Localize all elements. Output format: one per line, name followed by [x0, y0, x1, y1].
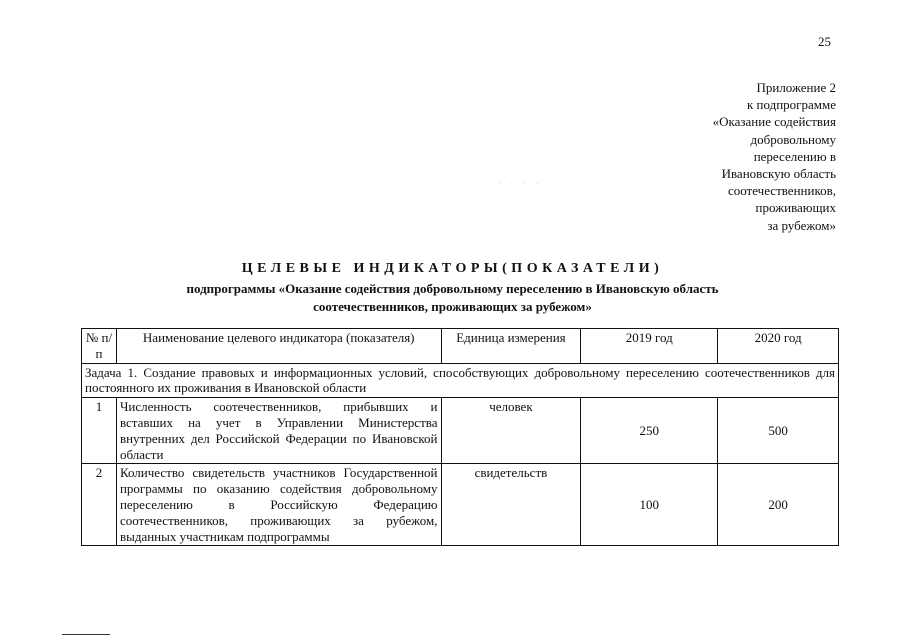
table-row — [82, 464, 839, 546]
table-header-row — [82, 329, 839, 364]
indicators-table — [81, 328, 839, 546]
appendix-line: добровольному — [750, 131, 836, 147]
row-value-2019: 250 — [581, 398, 718, 464]
appendix-line: к подпрограмме — [746, 97, 836, 113]
row-indicator-name: Численность соотечественников, прибывших и вставших на учет в Управлении Министерства внутренних дел Российской Федерации по Ивановской области — [116, 398, 441, 464]
row-num: 1 — [82, 398, 117, 464]
appendix-line: «Оказание содействия — [712, 114, 836, 130]
row-value-2019: 100 — [581, 464, 718, 546]
row-num: 2 — [82, 464, 117, 546]
row-indicator-name: Количество свидетельств участников Государственной программы по оказанию содействия добровольному переселению в Российскую Федерацию соотечественников, проживающих за рубежом, выданных участникам подпрограммы — [116, 464, 441, 546]
header-2020: 2020 год — [718, 329, 839, 364]
appendix-line: Приложение 2 — [756, 80, 836, 95]
scan-artifact: · · · · — [498, 179, 543, 188]
task-cell: Задача 1. Создание правовых и информационных условий, способствующих добровольному переселению соотечественников для постоянного их проживания в Ивановской области — [82, 363, 839, 398]
appendix-line: Ивановскую область — [721, 166, 836, 182]
subtitle-line: соотечественников, проживающих за рубежом» — [313, 298, 592, 314]
appendix-line: переселению в — [753, 148, 836, 164]
header-name: Наименование целевого индикатора (показателя) — [116, 329, 441, 364]
subtitle-line: подпрограммы «Оказание содействия добровольному переселению в Ивановскую область — [186, 281, 719, 296]
appendix-line: за рубежом» — [767, 217, 836, 233]
document-title: ЦЕЛЕВЫЕ ИНДИКАТОРЫ(ПОКАЗАТЕЛИ) — [241, 261, 664, 276]
appendix-line: проживающих — [755, 200, 836, 216]
page-number: 25 — [818, 34, 831, 49]
header-2019: 2019 год — [581, 329, 718, 364]
document-subtitle — [0, 280, 905, 315]
appendix-line: соотечественников, — [727, 183, 836, 199]
row-unit: свидетельств — [441, 464, 581, 546]
scan-artifact-line — [62, 634, 110, 635]
appendix-note — [640, 79, 836, 234]
row-value-2020: 200 — [718, 464, 839, 546]
header-unit: Единица измерения — [441, 329, 581, 364]
table-row — [82, 398, 839, 464]
task-row — [82, 363, 839, 398]
row-unit: человек — [441, 398, 581, 464]
header-num: № п/п — [82, 329, 117, 364]
row-value-2020: 500 — [718, 398, 839, 464]
